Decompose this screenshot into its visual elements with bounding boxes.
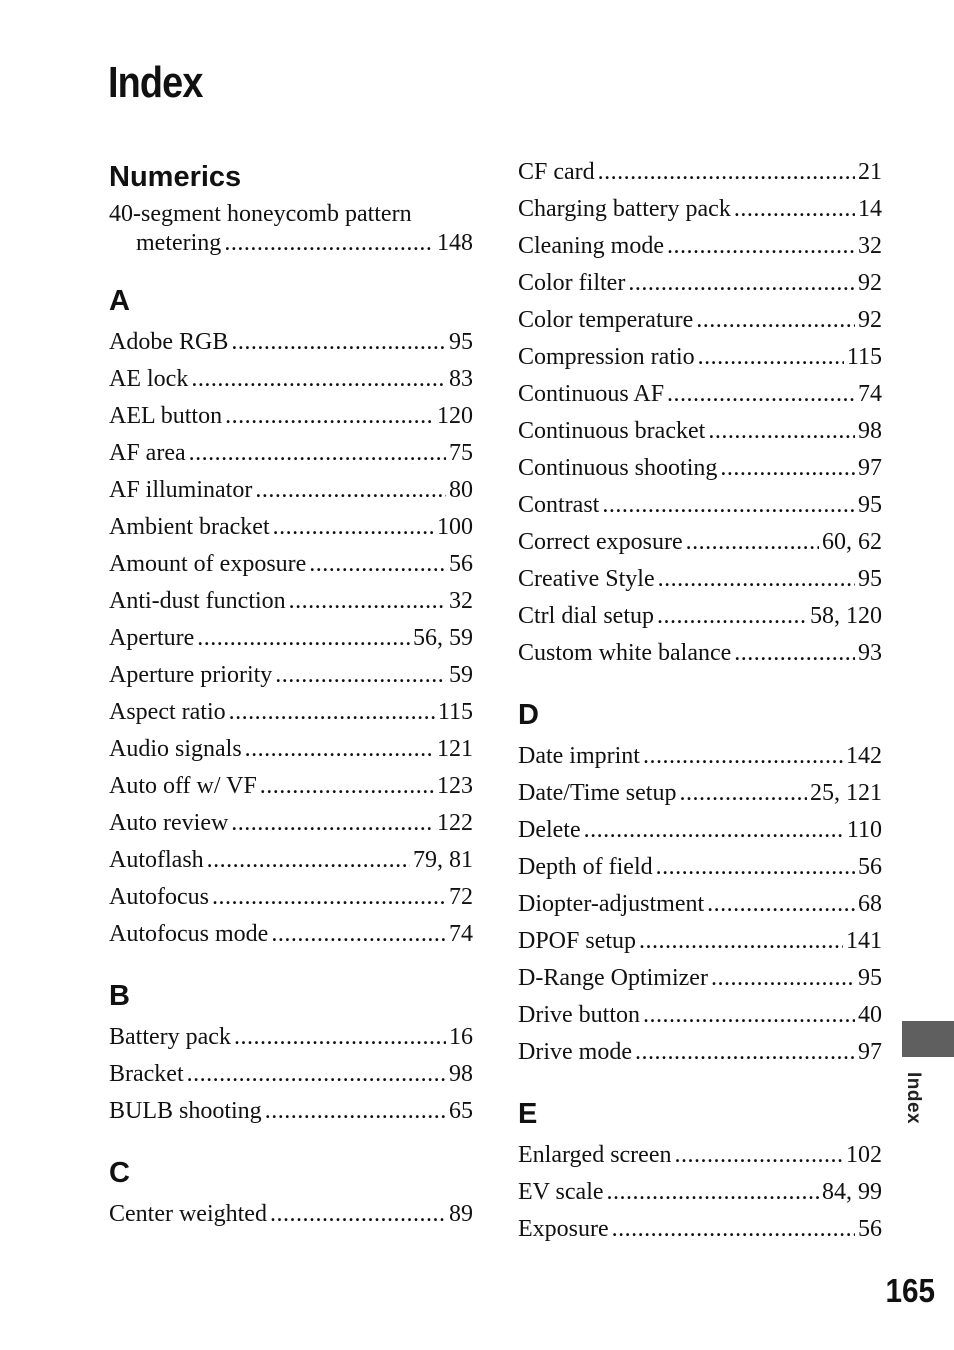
index-term: AF illuminator bbox=[109, 477, 253, 503]
index-entry bbox=[518, 154, 882, 191]
index-term: CF card bbox=[518, 159, 595, 185]
dot-leader bbox=[189, 435, 446, 472]
dot-leader bbox=[657, 598, 807, 635]
dot-leader bbox=[602, 487, 855, 524]
index-section bbox=[518, 692, 882, 1071]
dot-leader bbox=[271, 916, 446, 953]
index-page-ref: 32 bbox=[449, 588, 473, 614]
dot-leader bbox=[734, 635, 855, 672]
index-page-ref: 74 bbox=[858, 381, 882, 407]
index-entry bbox=[518, 1174, 882, 1211]
index-entry bbox=[109, 916, 473, 953]
dot-leader bbox=[643, 997, 855, 1034]
index-page-ref: 75 bbox=[449, 440, 473, 466]
index-term-continuation: metering bbox=[136, 230, 222, 256]
index-page-ref: 115 bbox=[437, 699, 473, 725]
index-entry bbox=[109, 805, 473, 842]
index-entry bbox=[518, 738, 882, 775]
index-section-numerics bbox=[109, 154, 473, 258]
index-page-ref: 97 bbox=[858, 455, 882, 481]
dot-leader bbox=[707, 886, 855, 923]
index-entry bbox=[518, 997, 882, 1034]
index-term: Bracket bbox=[109, 1061, 184, 1087]
index-term: DPOF setup bbox=[518, 928, 637, 954]
index-page-ref: 65 bbox=[449, 1098, 473, 1124]
index-page-ref: 93 bbox=[858, 640, 882, 666]
dot-leader bbox=[598, 154, 855, 191]
index-entry bbox=[109, 398, 473, 435]
index-section bbox=[518, 1091, 882, 1248]
dot-leader bbox=[275, 657, 446, 694]
index-entry bbox=[518, 191, 882, 228]
index-page-ref: 89 bbox=[449, 1201, 473, 1227]
index-term: Drive mode bbox=[518, 1039, 632, 1065]
index-page-ref: 98 bbox=[449, 1061, 473, 1087]
dot-leader bbox=[679, 775, 807, 812]
index-entry bbox=[518, 450, 882, 487]
index-term: Autofocus bbox=[109, 884, 209, 910]
index-term: Aperture bbox=[109, 625, 195, 651]
dot-leader bbox=[698, 339, 844, 376]
index-term: Center weighted bbox=[109, 1201, 267, 1227]
dot-leader bbox=[674, 1137, 843, 1174]
index-page-ref: 68 bbox=[858, 891, 882, 917]
dot-leader bbox=[270, 1196, 446, 1233]
index-page-ref: 141 bbox=[846, 928, 882, 954]
index-page-ref: 56 bbox=[858, 854, 882, 880]
dot-leader bbox=[584, 812, 844, 849]
index-entry bbox=[109, 1056, 473, 1093]
index-page-ref: 74 bbox=[449, 921, 473, 947]
dot-leader bbox=[231, 805, 434, 842]
index-term: Adobe RGB bbox=[109, 329, 229, 355]
dot-leader bbox=[643, 738, 843, 775]
index-page-ref: 148 bbox=[437, 230, 473, 256]
index-entry bbox=[518, 812, 882, 849]
index-page-ref: 56 bbox=[449, 551, 473, 577]
index-section bbox=[109, 973, 473, 1130]
dot-leader bbox=[711, 960, 855, 997]
page-number: 165 bbox=[885, 1272, 935, 1309]
dot-leader bbox=[686, 524, 819, 561]
dot-leader bbox=[234, 1019, 446, 1056]
dot-leader bbox=[635, 1034, 855, 1071]
index-entry bbox=[518, 960, 882, 997]
index-term: AE lock bbox=[109, 366, 189, 392]
index-term: D-Range Optimizer bbox=[518, 965, 708, 991]
index-term: Creative Style bbox=[518, 566, 655, 592]
dot-leader bbox=[667, 228, 855, 265]
dot-leader bbox=[612, 1211, 855, 1248]
index-term: Anti-dust function bbox=[109, 588, 286, 614]
index-entry bbox=[109, 472, 473, 509]
index-term: Aperture priority bbox=[109, 662, 273, 688]
index-term: AF area bbox=[109, 440, 186, 466]
index-term: Auto off w/ VF bbox=[109, 773, 257, 799]
index-page-ref: 59 bbox=[449, 662, 473, 688]
index-term: Compression ratio bbox=[518, 344, 695, 370]
index-page-ref: 95 bbox=[858, 965, 882, 991]
index-entry bbox=[109, 435, 473, 472]
index-term: Charging battery pack bbox=[518, 196, 731, 222]
index-entry bbox=[109, 1019, 473, 1056]
index-entry bbox=[518, 339, 882, 376]
index-page-ref: 92 bbox=[858, 270, 882, 296]
dot-leader bbox=[273, 509, 434, 546]
index-term: Ctrl dial setup bbox=[518, 603, 654, 629]
dot-leader bbox=[658, 561, 855, 598]
index-entry bbox=[109, 694, 473, 731]
index-page-ref: 14 bbox=[858, 196, 882, 222]
index-term: Amount of exposure bbox=[109, 551, 307, 577]
dot-leader bbox=[260, 768, 434, 805]
dot-leader bbox=[231, 324, 446, 361]
index-term: EV scale bbox=[518, 1179, 604, 1205]
index-entry bbox=[518, 487, 882, 524]
index-term: Date/Time setup bbox=[518, 780, 677, 806]
index-page-ref: 80 bbox=[449, 477, 473, 503]
index-page-ref: 110 bbox=[846, 817, 882, 843]
index-page-ref: 120 bbox=[437, 403, 473, 429]
index-column-left bbox=[109, 154, 473, 1253]
dot-leader bbox=[309, 546, 446, 583]
index-page-ref: 16 bbox=[449, 1024, 473, 1050]
dot-leader bbox=[187, 1056, 446, 1093]
index-entry bbox=[518, 1137, 882, 1174]
index-entry bbox=[518, 1211, 882, 1248]
dot-leader bbox=[720, 450, 855, 487]
index-page-ref: 83 bbox=[449, 366, 473, 392]
dot-leader bbox=[265, 1093, 446, 1130]
index-entry bbox=[518, 561, 882, 598]
index-term: 40-segment honeycomb pattern bbox=[109, 201, 412, 227]
index-term: Color filter bbox=[518, 270, 626, 296]
index-page-ref: 56 bbox=[858, 1216, 882, 1242]
index-entry bbox=[518, 923, 882, 960]
index-entry bbox=[518, 524, 882, 561]
index-page-ref: 56, 59 bbox=[413, 625, 473, 651]
dot-leader bbox=[225, 398, 434, 435]
index-page-ref: 122 bbox=[437, 810, 473, 836]
dot-leader bbox=[607, 1174, 819, 1211]
index-term: Date imprint bbox=[518, 743, 640, 769]
index-term: Autofocus mode bbox=[109, 921, 269, 947]
section-thumb-tab bbox=[902, 1021, 954, 1057]
left-letter-sections bbox=[109, 278, 473, 1233]
index-page-ref: 115 bbox=[846, 344, 882, 370]
dot-leader bbox=[229, 694, 435, 731]
index-section bbox=[109, 1150, 473, 1233]
index-term: Continuous shooting bbox=[518, 455, 718, 481]
index-entry bbox=[518, 228, 882, 265]
section-heading: D bbox=[518, 699, 539, 731]
index-page-ref: 102 bbox=[846, 1142, 882, 1168]
section-heading: C bbox=[109, 1157, 130, 1189]
index-page-ref: 142 bbox=[846, 743, 882, 769]
index-term: Diopter-adjustment bbox=[518, 891, 705, 917]
section-heading: E bbox=[518, 1098, 538, 1130]
index-entry bbox=[109, 842, 473, 879]
index-term: Audio signals bbox=[109, 736, 242, 762]
index-term: BULB shooting bbox=[109, 1098, 262, 1124]
section-heading: Numerics bbox=[109, 161, 242, 193]
index-page-ref: 84, 99 bbox=[822, 1179, 882, 1205]
index-page-ref: 97 bbox=[858, 1039, 882, 1065]
index-page-ref: 100 bbox=[437, 514, 473, 540]
index-term: AEL button bbox=[109, 403, 223, 429]
index-entry bbox=[518, 302, 882, 339]
index-entry bbox=[109, 768, 473, 805]
index-entry bbox=[109, 546, 473, 583]
index-entry bbox=[518, 376, 882, 413]
index-entry bbox=[109, 583, 473, 620]
index-term: Depth of field bbox=[518, 854, 653, 880]
section-heading: B bbox=[109, 980, 130, 1012]
index-entry bbox=[109, 200, 473, 258]
dot-leader bbox=[656, 849, 855, 886]
index-term: Continuous bracket bbox=[518, 418, 706, 444]
index-entry bbox=[518, 413, 882, 450]
index-page-ref: 21 bbox=[858, 159, 882, 185]
index-page-ref: 92 bbox=[858, 307, 882, 333]
index-term: Enlarged screen bbox=[518, 1142, 672, 1168]
index-page-ref: 95 bbox=[449, 329, 473, 355]
dot-leader bbox=[708, 413, 855, 450]
section-heading: A bbox=[109, 285, 130, 317]
dot-leader bbox=[245, 731, 434, 768]
dot-leader bbox=[212, 879, 446, 916]
index-page-ref: 95 bbox=[858, 492, 882, 518]
index-entry bbox=[518, 635, 882, 672]
index-entry bbox=[109, 1196, 473, 1233]
index-section bbox=[109, 278, 473, 953]
index-entry bbox=[109, 324, 473, 361]
dot-leader bbox=[224, 229, 434, 258]
index-entry bbox=[518, 775, 882, 812]
index-term: Contrast bbox=[518, 492, 600, 518]
index-term: Continuous AF bbox=[518, 381, 665, 407]
index-page-ref: 95 bbox=[858, 566, 882, 592]
index-entry bbox=[518, 1034, 882, 1071]
index-entry bbox=[109, 731, 473, 768]
dot-leader bbox=[734, 191, 855, 228]
index-term: Ambient bracket bbox=[109, 514, 270, 540]
index-page-ref: 121 bbox=[437, 736, 473, 762]
index-entry bbox=[109, 879, 473, 916]
index-term: Exposure bbox=[518, 1216, 609, 1242]
index-page-ref: 60, 62 bbox=[822, 529, 882, 555]
index-term: Aspect ratio bbox=[109, 699, 226, 725]
index-entry bbox=[109, 361, 473, 398]
index-entry bbox=[109, 620, 473, 657]
index-term: Correct exposure bbox=[518, 529, 683, 555]
dot-leader bbox=[667, 376, 855, 413]
index-term: Drive button bbox=[518, 1002, 640, 1028]
index-entry bbox=[109, 657, 473, 694]
index-term: Custom white balance bbox=[518, 640, 732, 666]
index-entry bbox=[518, 886, 882, 923]
index-term: Color temperature bbox=[518, 307, 694, 333]
index-page-ref: 40 bbox=[858, 1002, 882, 1028]
side-tab-label: Index bbox=[903, 1072, 924, 1125]
index-page-ref: 58, 120 bbox=[810, 603, 882, 629]
index-entry bbox=[109, 509, 473, 546]
index-entry bbox=[518, 265, 882, 302]
dot-leader bbox=[289, 583, 446, 620]
index-page-ref: 72 bbox=[449, 884, 473, 910]
index-page-ref: 32 bbox=[858, 233, 882, 259]
dot-leader bbox=[191, 361, 446, 398]
index-page-ref: 25, 121 bbox=[810, 780, 882, 806]
dot-leader bbox=[628, 265, 855, 302]
index-entry bbox=[518, 598, 882, 635]
index-term: Auto review bbox=[109, 810, 229, 836]
index-page-ref: 123 bbox=[437, 773, 473, 799]
index-term: Delete bbox=[518, 817, 581, 843]
index-term: Cleaning mode bbox=[518, 233, 664, 259]
index-column-right bbox=[518, 154, 882, 1268]
dot-leader bbox=[207, 842, 410, 879]
right-letter-sections bbox=[518, 154, 882, 1248]
index-entry bbox=[518, 849, 882, 886]
index-term: Battery pack bbox=[109, 1024, 231, 1050]
dot-leader bbox=[696, 302, 855, 339]
dot-leader bbox=[255, 472, 446, 509]
index-entry bbox=[109, 1093, 473, 1130]
index-section bbox=[518, 154, 882, 672]
dot-leader bbox=[197, 620, 410, 657]
index-page-ref: 98 bbox=[858, 418, 882, 444]
index-page-ref: 79, 81 bbox=[413, 847, 473, 873]
dot-leader bbox=[639, 923, 843, 960]
index-term: Autoflash bbox=[109, 847, 204, 873]
page-title: Index bbox=[108, 58, 203, 107]
